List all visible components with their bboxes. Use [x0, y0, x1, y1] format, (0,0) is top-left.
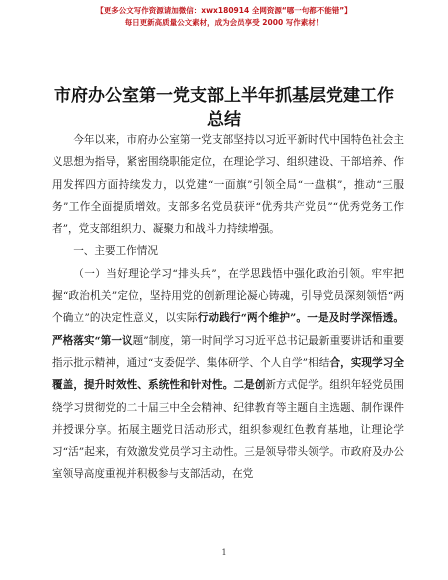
- intro-paragraph: 今年以来，市府办公室第一党支部坚持以习近平新时代中国特色社会主义思想为指导，紧密围绕职能定位，在理论学习、组织建设、干部培养、作用发挥四方面持续发力，以党建“一面旗”引领全局“一盘棋”，推动“三服务”工作全面提质增效。支部多名党员获评“优秀共产党员”“优秀党务工作者”，党支部组织力、凝聚力和战斗力持续增强。: [52, 134, 404, 236]
- promo-line-1: 【更多公文写作资源请加微信：xwx180914 全网资源“哪一句都不能错”】: [96, 6, 352, 15]
- title-line-1: 市府办公室第一党支部上半年抓基层党建工作: [54, 86, 394, 106]
- para-bold-2: 合，实现学习全覆盖，提升时效性、系统性和针对性。二是创: [52, 356, 404, 392]
- page-number: 1: [221, 548, 227, 557]
- promo-banner: [0, 6, 448, 28]
- document-title: [40, 84, 408, 132]
- section-paragraph: [52, 263, 404, 486]
- para-text-3: 新方式促学。组织年轻党员围绕学习贯彻党的二十届三中全会精神、纪律教育等主题自主选题、制作课件并授课分享。拓展主题党日活动形式，组织参观红色教育基地，让理论学习“活”起来，有效激发党员学习主动性。三是领导带头领学。市政府及办公室领导高度重视并积极参与支部活动，在党: [52, 379, 405, 481]
- title-line-2: 总结: [207, 110, 241, 130]
- promo-line-2: 每日更新高质量公文素材，成为会员享受 2000 写作素材！: [124, 18, 324, 27]
- section-heading: 一、主要工作情况: [73, 245, 158, 258]
- para-bold-1: 行动践行“两个维护”。一是及时学深悟透。严格落实“第一议: [52, 312, 405, 347]
- para-text-1: （一）当好理论学习“排头兵”，在学思践悟中强化政治引领。牢牢把握“政治机关”定位，坚持用党的创新理论凝心铸魂，引导党员深刻领悟“两个确立”的决定性意义，以实际: [52, 267, 404, 325]
- document-body: [52, 129, 404, 486]
- para-text-2: 题”制度，第一时间学习习近平总书记最新重要讲话和重要指示批示精神，通过“支委促学、集体研学、个人自学”相结: [52, 334, 404, 369]
